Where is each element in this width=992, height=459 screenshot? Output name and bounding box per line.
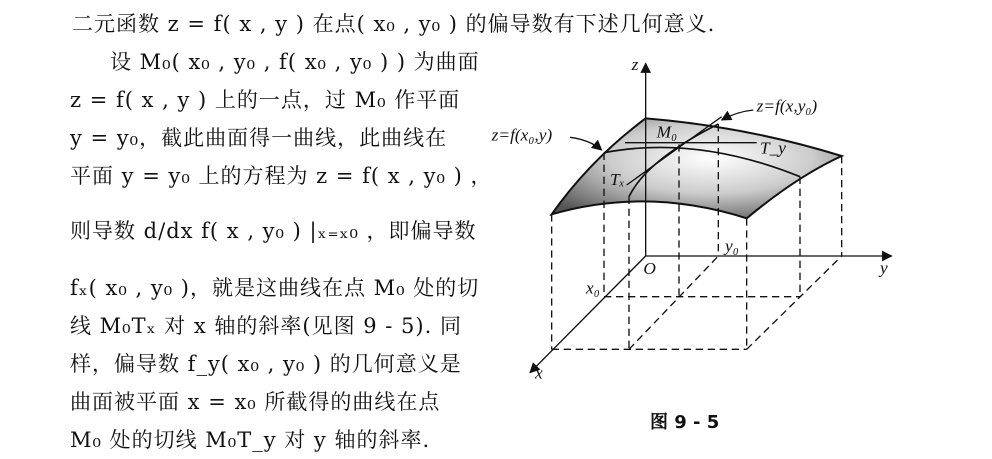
ty-label: T_y <box>760 138 786 158</box>
surface <box>552 117 842 219</box>
origin-label: O <box>643 259 656 278</box>
curve-label-y0: z=f(x,y₀) <box>756 96 818 116</box>
text-line: 则导数 d/dx f( x , y₀ ) |ₓ₌ₓ₀ ，即偏导数 <box>70 219 477 243</box>
x-axis-label: x <box>535 363 543 383</box>
figure-caption: 图 9 - 5 <box>650 412 720 433</box>
tx-label: Tₓ <box>610 170 625 189</box>
text-line: 二元函数 z = f( x , y ) 在点( x₀ , y₀ ) 的偏导数有下述几何意义. <box>72 12 716 36</box>
axes <box>530 63 892 372</box>
figure-surface-diagram <box>480 50 900 440</box>
text-line: fₓ( x₀ , y₀ )，就是这曲线在点 M₀ 处的切 <box>70 276 480 300</box>
text-line: y = y₀，截此曲面得一曲线，此曲线在 <box>70 126 448 150</box>
y-axis-label: y <box>880 258 888 278</box>
text-line: 设 M₀( x₀ , y₀ , f( x₀ , y₀ ) ) 为曲面 <box>110 50 480 74</box>
m0-label: M₀ <box>656 122 678 142</box>
text-line: 平面 y = y₀ 上的方程为 z = f( x , y₀ ) ， <box>70 164 493 188</box>
y0-label: y₀ <box>725 236 739 256</box>
text-line: z = f( x , y ) 上的一点，过 M₀ 作平面 <box>70 88 461 112</box>
curve-label-x0: z=f(x₀,y) <box>491 125 553 145</box>
text-line: 线 M₀Tₓ 对 x 轴的斜率(见图 9 - 5). 同 <box>70 314 462 338</box>
z-axis-label: z <box>631 55 639 74</box>
text-line: M₀ 处的切线 M₀T_y 对 y 轴的斜率. <box>70 428 431 452</box>
x0-label: x₀ <box>586 278 600 298</box>
text-line: 样，偏导数 f_y( x₀ , y₀ ) 的几何意义是 <box>70 352 462 376</box>
text-line: 曲面被平面 x = x₀ 所截得的曲线在点 <box>70 390 441 414</box>
